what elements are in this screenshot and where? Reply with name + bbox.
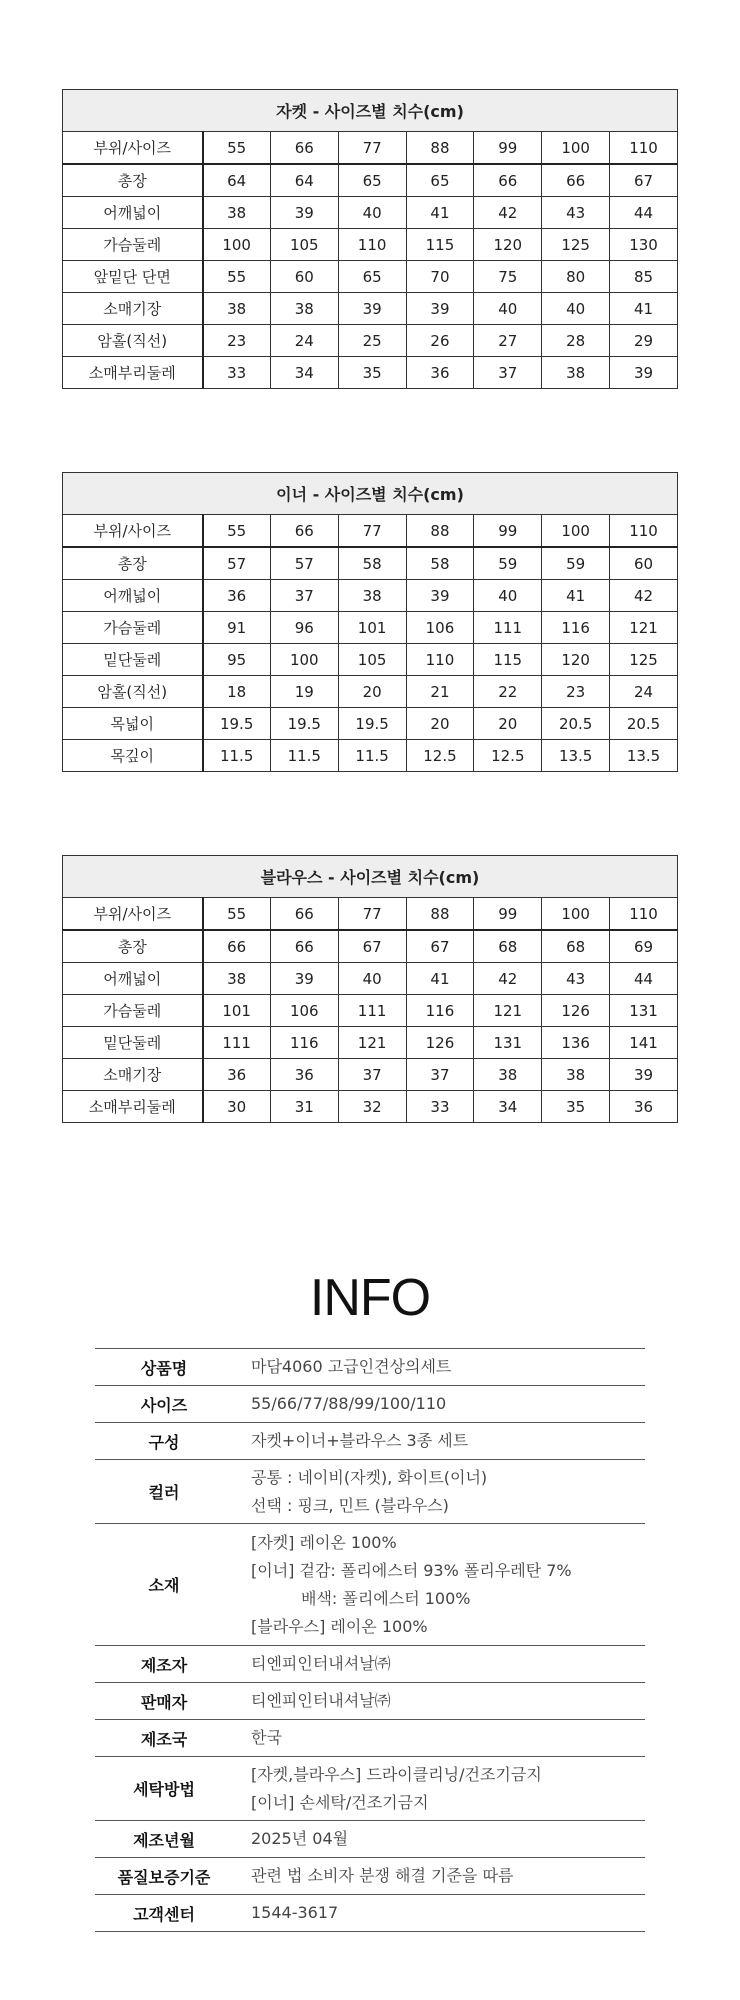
table-row: [63, 547, 678, 580]
table-title: 자켓 - 사이즈별 치수(cm): [63, 90, 678, 132]
measurement-value-cell: 37: [338, 1059, 406, 1091]
measurement-value-cell: 116: [542, 612, 610, 644]
measurement-value-cell: 110: [406, 644, 474, 676]
table-row: [63, 1027, 678, 1059]
measurement-value-cell: 36: [406, 357, 474, 389]
table-title-row: [63, 856, 678, 898]
measurement-label-cell: 어깨넓이: [63, 197, 203, 229]
info-value-line: [이너] 손세탁/건조기금지: [251, 1792, 429, 1812]
table-row: [63, 1059, 678, 1091]
measurement-value-cell: 43: [542, 963, 610, 995]
info-value: [233, 1386, 645, 1423]
info-value-line: 공통 : 네이비(자켓), 화이트(이너): [251, 1467, 488, 1487]
measurement-label-cell: 목넓이: [63, 708, 203, 740]
measurement-value-cell: 105: [338, 644, 406, 676]
info-key: 구성: [95, 1423, 233, 1460]
table-row: [63, 963, 678, 995]
measurement-value-cell: 28: [542, 325, 610, 357]
measurement-value-cell: 64: [203, 164, 271, 197]
measurement-value-cell: 42: [610, 580, 678, 612]
size-header-cell: 100: [542, 898, 610, 931]
measurement-value-cell: 35: [542, 1091, 610, 1123]
blouse-size-table: [62, 855, 678, 1123]
info-row: [95, 1646, 645, 1683]
info-table: [95, 1348, 645, 1932]
measurement-value-cell: 68: [542, 930, 610, 963]
info-value-line: [이너] 겉감: 폴리에스터 93% 폴리우레탄 7%: [251, 1560, 572, 1580]
measurement-value-cell: 36: [203, 1059, 271, 1091]
measurement-value-cell: 13.5: [542, 740, 610, 772]
measurement-value-cell: 41: [542, 580, 610, 612]
measurement-value-cell: 38: [270, 293, 338, 325]
info-key: 소재: [95, 1524, 233, 1646]
size-header-cell: 77: [338, 132, 406, 165]
measurement-value-cell: 12.5: [406, 740, 474, 772]
measurement-value-cell: 95: [203, 644, 271, 676]
measurement-value-cell: 65: [338, 261, 406, 293]
measurement-value-cell: 12.5: [474, 740, 542, 772]
measurement-value-cell: 19.5: [338, 708, 406, 740]
info-row: [95, 1683, 645, 1720]
measurement-value-cell: 67: [406, 930, 474, 963]
measurement-value-cell: 106: [270, 995, 338, 1027]
measurement-value-cell: 67: [338, 930, 406, 963]
measurement-value-cell: 115: [406, 229, 474, 261]
info-row: [95, 1423, 645, 1460]
measurement-label-cell: 어깨넓이: [63, 580, 203, 612]
table-row: [63, 612, 678, 644]
measurement-value-cell: 59: [474, 547, 542, 580]
info-value: [233, 1757, 645, 1821]
info-value: [233, 1720, 645, 1757]
info-value: [233, 1895, 645, 1932]
measurement-value-cell: 11.5: [338, 740, 406, 772]
measurement-value-cell: 59: [542, 547, 610, 580]
measurement-label-cell: 암홀(직선): [63, 676, 203, 708]
measurement-value-cell: 38: [474, 1059, 542, 1091]
measurement-label-cell: 가슴둘레: [63, 229, 203, 261]
info-row: [95, 1895, 645, 1932]
measurement-value-cell: 11.5: [270, 740, 338, 772]
measurement-label-cell: 총장: [63, 164, 203, 197]
table-row: [63, 995, 678, 1027]
measurement-value-cell: 40: [474, 580, 542, 612]
measurement-value-cell: 111: [203, 1027, 271, 1059]
info-value: [233, 1349, 645, 1386]
table-row: [63, 708, 678, 740]
size-header-cell: 88: [406, 132, 474, 165]
info-value: [233, 1423, 645, 1460]
size-header-cell: 99: [474, 132, 542, 165]
measurement-value-cell: 38: [203, 293, 271, 325]
measurement-value-cell: 31: [270, 1091, 338, 1123]
jacket-size-table: [62, 89, 678, 389]
size-header-cell: 110: [610, 898, 678, 931]
info-value-line: 배색: 폴리에스터 100%: [301, 1588, 471, 1608]
info-value-line: 2025년 04월: [251, 1829, 349, 1848]
table-row: [63, 644, 678, 676]
measurement-value-cell: 121: [338, 1027, 406, 1059]
measurement-label-cell: 가슴둘레: [63, 995, 203, 1027]
measurement-value-cell: 21: [406, 676, 474, 708]
measurement-value-cell: 130: [610, 229, 678, 261]
info-value: [233, 1683, 645, 1720]
measurement-value-cell: 75: [474, 261, 542, 293]
info-value-line: [자켓] 레이온 100%: [251, 1532, 397, 1552]
size-header-cell: 99: [474, 898, 542, 931]
measurement-value-cell: 67: [610, 164, 678, 197]
measurement-value-cell: 58: [338, 547, 406, 580]
table-title-row: [63, 473, 678, 515]
measurement-value-cell: 37: [474, 357, 542, 389]
measurement-value-cell: 105: [270, 229, 338, 261]
table-row: [63, 676, 678, 708]
measurement-label-cell: 목깊이: [63, 740, 203, 772]
info-value: [233, 1821, 645, 1858]
measurement-value-cell: 24: [270, 325, 338, 357]
measurement-label-cell: 앞밑단 단면: [63, 261, 203, 293]
measurement-value-cell: 60: [610, 547, 678, 580]
measurement-value-cell: 18: [203, 676, 271, 708]
table-row: [63, 1091, 678, 1123]
measurement-value-cell: 65: [338, 164, 406, 197]
table-header-row: [63, 132, 678, 165]
measurement-value-cell: 38: [203, 963, 271, 995]
measurement-value-cell: 131: [610, 995, 678, 1027]
measurement-value-cell: 34: [474, 1091, 542, 1123]
measurement-value-cell: 33: [203, 357, 271, 389]
measurement-value-cell: 131: [474, 1027, 542, 1059]
measurement-value-cell: 60: [270, 261, 338, 293]
table-row: [63, 930, 678, 963]
size-header-cell: 88: [406, 898, 474, 931]
measurement-label-cell: 소매부리둘레: [63, 357, 203, 389]
measurement-value-cell: 68: [474, 930, 542, 963]
size-header-cell: 110: [610, 132, 678, 165]
info-key: 세탁방법: [95, 1757, 233, 1821]
table-header-row: [63, 515, 678, 548]
measurement-value-cell: 29: [610, 325, 678, 357]
measurement-value-cell: 44: [610, 963, 678, 995]
measurement-value-cell: 66: [542, 164, 610, 197]
measurement-label-cell: 소매기장: [63, 293, 203, 325]
measurement-value-cell: 22: [474, 676, 542, 708]
measurement-value-cell: 121: [474, 995, 542, 1027]
measurement-value-cell: 115: [474, 644, 542, 676]
measurement-value-cell: 19: [270, 676, 338, 708]
info-key: 판매자: [95, 1683, 233, 1720]
measurement-value-cell: 36: [270, 1059, 338, 1091]
measurement-label-cell: 총장: [63, 547, 203, 580]
measurement-value-cell: 110: [338, 229, 406, 261]
measurement-value-cell: 35: [338, 357, 406, 389]
info-key: 제조년월: [95, 1821, 233, 1858]
measurement-value-cell: 41: [406, 963, 474, 995]
measurement-value-cell: 41: [610, 293, 678, 325]
measurement-value-cell: 24: [610, 676, 678, 708]
measurement-label-cell: 암홀(직선): [63, 325, 203, 357]
info-row: [95, 1821, 645, 1858]
info-value-line: [자켓,블라우스] 드라이클리닝/건조기금지: [251, 1764, 542, 1784]
measurement-value-cell: 42: [474, 963, 542, 995]
size-header-cell: 77: [338, 898, 406, 931]
measurement-value-cell: 39: [610, 1059, 678, 1091]
measurement-value-cell: 40: [542, 293, 610, 325]
inner-size-table: [62, 472, 678, 772]
measurement-value-cell: 36: [610, 1091, 678, 1123]
measurement-value-cell: 106: [406, 612, 474, 644]
measurement-value-cell: 25: [338, 325, 406, 357]
info-key: 상품명: [95, 1349, 233, 1386]
info-row: [95, 1386, 645, 1423]
info-value-line: 1544-3617: [251, 1903, 339, 1922]
measurement-value-cell: 39: [406, 293, 474, 325]
info-value: [233, 1646, 645, 1683]
measurement-value-cell: 39: [270, 963, 338, 995]
info-key: 고객센터: [95, 1895, 233, 1932]
measurement-value-cell: 120: [474, 229, 542, 261]
table-title: 이너 - 사이즈별 치수(cm): [63, 473, 678, 515]
size-header-cell: 66: [270, 515, 338, 548]
measurement-value-cell: 20.5: [542, 708, 610, 740]
info-key: 품질보증기준: [95, 1858, 233, 1895]
info-title: INFO: [309, 1269, 431, 1327]
measurement-value-cell: 100: [203, 229, 271, 261]
table-row: [63, 261, 678, 293]
measurement-value-cell: 26: [406, 325, 474, 357]
measurement-value-cell: 111: [338, 995, 406, 1027]
info-key: 사이즈: [95, 1386, 233, 1423]
info-value-line: 마담4060 고급인견상의세트: [251, 1357, 452, 1376]
table-row: [63, 293, 678, 325]
measurement-value-cell: 20: [406, 708, 474, 740]
table-row: [63, 357, 678, 389]
measurement-value-cell: 13.5: [610, 740, 678, 772]
measurement-value-cell: 23: [203, 325, 271, 357]
info-key: 제조자: [95, 1646, 233, 1683]
measurement-value-cell: 39: [338, 293, 406, 325]
measurement-value-cell: 125: [542, 229, 610, 261]
measurement-value-cell: 41: [406, 197, 474, 229]
info-value-line: 55/66/77/88/99/100/110: [251, 1394, 447, 1413]
measurement-label-cell: 밑단둘레: [63, 1027, 203, 1059]
info-row: [95, 1349, 645, 1386]
info-value-line: 자켓+이너+블라우스 3종 세트: [251, 1431, 469, 1450]
measurement-value-cell: 36: [203, 580, 271, 612]
size-header-cell: 55: [203, 515, 271, 548]
size-header-cell: 55: [203, 898, 271, 931]
measurement-value-cell: 55: [203, 261, 271, 293]
measurement-value-cell: 44: [610, 197, 678, 229]
measurement-value-cell: 66: [270, 930, 338, 963]
measurement-value-cell: 57: [270, 547, 338, 580]
measurement-value-cell: 40: [338, 963, 406, 995]
info-value: [233, 1524, 645, 1646]
info-value-line: 선택 : 핑크, 민트 (블라우스): [251, 1495, 449, 1515]
measurement-value-cell: 37: [270, 580, 338, 612]
size-header-cell: 88: [406, 515, 474, 548]
measurement-value-cell: 32: [338, 1091, 406, 1123]
info-value-line: 티엔피인터내셔날㈜: [251, 1654, 391, 1673]
measurement-value-cell: 43: [542, 197, 610, 229]
measurement-value-cell: 70: [406, 261, 474, 293]
measurement-value-cell: 39: [610, 357, 678, 389]
measurement-label-cell: 총장: [63, 930, 203, 963]
size-header-cell: 66: [270, 132, 338, 165]
measurement-value-cell: 34: [270, 357, 338, 389]
table-header-row: [63, 898, 678, 931]
measurement-label-cell: 밑단둘레: [63, 644, 203, 676]
table-row: [63, 740, 678, 772]
info-value-line: [블라우스] 레이온 100%: [251, 1616, 428, 1636]
size-header-cell: 110: [610, 515, 678, 548]
measurement-value-cell: 64: [270, 164, 338, 197]
table-row: [63, 164, 678, 197]
info-key: 컬러: [95, 1460, 233, 1524]
measurement-value-cell: 20: [474, 708, 542, 740]
measurement-value-cell: 38: [203, 197, 271, 229]
info-value-line: 관련 법 소비자 분쟁 해결 기준을 따름: [251, 1866, 514, 1885]
measurement-value-cell: 125: [610, 644, 678, 676]
table-title: 블라우스 - 사이즈별 치수(cm): [63, 856, 678, 898]
measurement-value-cell: 91: [203, 612, 271, 644]
measurement-value-cell: 141: [610, 1027, 678, 1059]
measurement-value-cell: 20.5: [610, 708, 678, 740]
table-row: [63, 229, 678, 261]
header-label-cell: 부위/사이즈: [63, 515, 203, 548]
info-row: [95, 1460, 645, 1524]
info-value-line: 한국: [251, 1728, 282, 1747]
table-row: [63, 580, 678, 612]
measurement-label-cell: 가슴둘레: [63, 612, 203, 644]
measurement-label-cell: 소매기장: [63, 1059, 203, 1091]
measurement-value-cell: 69: [610, 930, 678, 963]
measurement-value-cell: 37: [406, 1059, 474, 1091]
table-title-row: [63, 90, 678, 132]
size-header-cell: 77: [338, 515, 406, 548]
measurement-value-cell: 58: [406, 547, 474, 580]
measurement-value-cell: 38: [542, 1059, 610, 1091]
info-value: [233, 1460, 645, 1524]
measurement-value-cell: 120: [542, 644, 610, 676]
info-value: [233, 1858, 645, 1895]
measurement-value-cell: 116: [406, 995, 474, 1027]
measurement-value-cell: 65: [406, 164, 474, 197]
measurement-value-cell: 111: [474, 612, 542, 644]
measurement-value-cell: 33: [406, 1091, 474, 1123]
measurement-value-cell: 20: [338, 676, 406, 708]
measurement-value-cell: 42: [474, 197, 542, 229]
measurement-value-cell: 39: [270, 197, 338, 229]
header-label-cell: 부위/사이즈: [63, 898, 203, 931]
measurement-value-cell: 11.5: [203, 740, 271, 772]
info-row: [95, 1858, 645, 1895]
size-header-cell: 55: [203, 132, 271, 165]
table-row: [63, 197, 678, 229]
header-label-cell: 부위/사이즈: [63, 132, 203, 165]
measurement-value-cell: 40: [474, 293, 542, 325]
measurement-value-cell: 57: [203, 547, 271, 580]
measurement-value-cell: 121: [610, 612, 678, 644]
measurement-value-cell: 126: [406, 1027, 474, 1059]
measurement-value-cell: 101: [203, 995, 271, 1027]
info-row: [95, 1720, 645, 1757]
measurement-value-cell: 23: [542, 676, 610, 708]
measurement-value-cell: 19.5: [270, 708, 338, 740]
measurement-value-cell: 101: [338, 612, 406, 644]
measurement-value-cell: 27: [474, 325, 542, 357]
measurement-value-cell: 39: [406, 580, 474, 612]
measurement-value-cell: 30: [203, 1091, 271, 1123]
measurement-value-cell: 38: [542, 357, 610, 389]
size-header-cell: 99: [474, 515, 542, 548]
measurement-value-cell: 100: [270, 644, 338, 676]
measurement-value-cell: 80: [542, 261, 610, 293]
measurement-value-cell: 66: [203, 930, 271, 963]
measurement-value-cell: 116: [270, 1027, 338, 1059]
measurement-label-cell: 소매부리둘레: [63, 1091, 203, 1123]
measurement-value-cell: 19.5: [203, 708, 271, 740]
measurement-value-cell: 85: [610, 261, 678, 293]
measurement-value-cell: 96: [270, 612, 338, 644]
measurement-label-cell: 어깨넓이: [63, 963, 203, 995]
info-value-line: 티엔피인터내셔날㈜: [251, 1691, 391, 1710]
measurement-value-cell: 38: [338, 580, 406, 612]
info-key: 제조국: [95, 1720, 233, 1757]
info-row: [95, 1757, 645, 1821]
measurement-value-cell: 66: [474, 164, 542, 197]
size-header-cell: 66: [270, 898, 338, 931]
table-row: [63, 325, 678, 357]
size-header-cell: 100: [542, 515, 610, 548]
size-header-cell: 100: [542, 132, 610, 165]
measurement-value-cell: 126: [542, 995, 610, 1027]
measurement-value-cell: 40: [338, 197, 406, 229]
measurement-value-cell: 136: [542, 1027, 610, 1059]
info-row: [95, 1524, 645, 1646]
